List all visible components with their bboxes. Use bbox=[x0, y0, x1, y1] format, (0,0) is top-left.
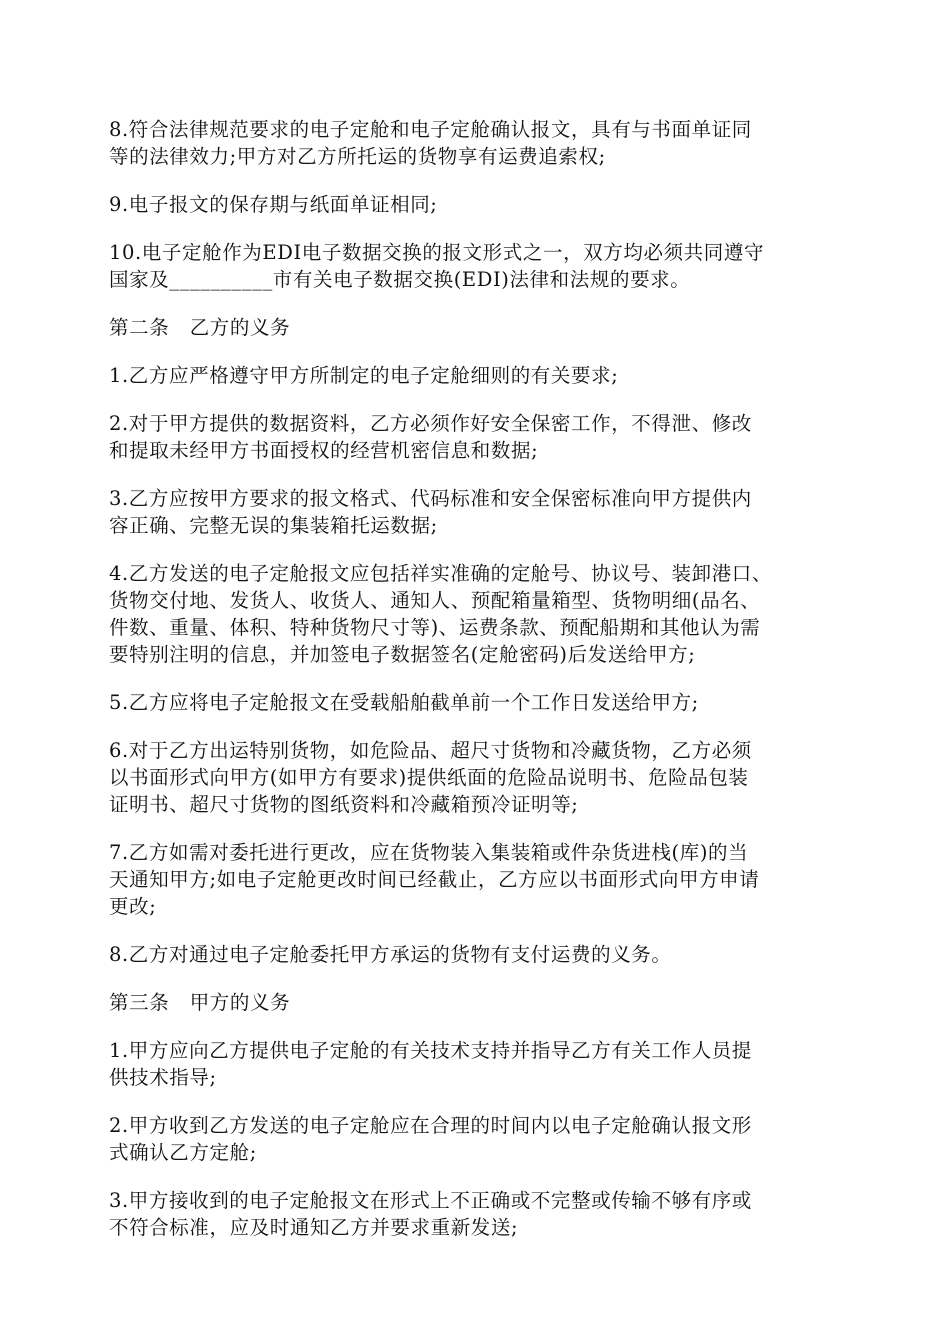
paragraph-10-edi bbox=[109, 239, 844, 293]
text-line: 1.甲方应向乙方提供电子定舱的有关技术支持并指导乙方有关工作人员提 bbox=[109, 1039, 752, 1062]
text-line: 国家及__________市有关电子数据交换(EDI)法律和法规的要求。 bbox=[109, 268, 691, 291]
text-line: 3.乙方应按甲方要求的报文格式、代码标准和安全保密标准向甲方提供内 bbox=[109, 487, 752, 510]
text-line: 货物交付地、发货人、收货人、通知人、预配箱量箱型、货物明细(品名、 bbox=[109, 589, 761, 612]
text-line: 供技术指导; bbox=[109, 1066, 217, 1089]
text-line: 10.电子定舱作为EDI电子数据交换的报文形式之一，双方均必须共同遵守 bbox=[109, 241, 765, 264]
paragraph-8-legal-effect bbox=[109, 116, 844, 170]
text-line: 天通知甲方;如电子定舱更改时间已经截止，乙方应以书面形式向甲方申请 bbox=[109, 868, 760, 891]
text-line: 9.电子报文的保存期与纸面单证相同; bbox=[109, 193, 438, 216]
text-line: 3.甲方接收到的电子定舱报文在形式上不正确或不完整或传输不够有序或 bbox=[109, 1189, 752, 1212]
text-line: 等的法律效力;甲方对乙方所托运的货物享有运费追索权; bbox=[109, 145, 606, 168]
section-heading-article-3 bbox=[109, 989, 844, 1016]
text-line: 6.对于乙方出运特别货物，如危险品、超尺寸货物和冷藏货物，乙方必须 bbox=[109, 739, 752, 762]
text-line: 1.乙方应严格遵守甲方所制定的电子定舱细则的有关要求; bbox=[109, 364, 619, 387]
heading-text: 第二条 乙方的义务 bbox=[109, 316, 291, 339]
paragraph-9-retention bbox=[109, 191, 844, 218]
paragraph-b8 bbox=[109, 941, 844, 968]
text-line: 以书面形式向甲方(如甲方有要求)提供纸面的危险品说明书、危险品包装 bbox=[109, 766, 749, 789]
paragraph-b4 bbox=[109, 560, 844, 668]
text-line: 不符合标准，应及时通知乙方并要求重新发送; bbox=[109, 1216, 519, 1239]
text-line: 7.乙方如需对委托进行更改，应在货物装入集装箱或件杂货进栈(库)的当 bbox=[109, 841, 749, 864]
section-heading-article-2 bbox=[109, 314, 844, 341]
text-line: 4.乙方发送的电子定舱报文应包括祥实准确的定舱号、协议号、装卸港口、 bbox=[109, 562, 773, 585]
text-line: 2.甲方收到乙方发送的电子定舱应在合理的时间内以电子定舱确认报文形 bbox=[109, 1114, 752, 1137]
text-line: 式确认乙方定舱; bbox=[109, 1141, 257, 1164]
text-line: 证明书、超尺寸货物的图纸资料和冷藏箱预冷证明等; bbox=[109, 793, 579, 816]
text-line: 件数、重量、体积、特种货物尺寸等)、运费条款、预配船期和其他认为需 bbox=[109, 616, 761, 639]
text-line: 8.乙方对通过电子定舱委托甲方承运的货物有支付运费的义务。 bbox=[109, 943, 672, 966]
text-line: 更改; bbox=[109, 895, 157, 918]
paragraph-b7 bbox=[109, 839, 844, 920]
paragraph-a1 bbox=[109, 1037, 844, 1091]
paragraph-a2 bbox=[109, 1112, 844, 1166]
document-page bbox=[109, 116, 844, 1262]
text-line: 8.符合法律规范要求的电子定舱和电子定舱确认报文，具有与书面单证同 bbox=[109, 118, 752, 141]
text-line: 2.对于甲方提供的数据资料，乙方必须作好安全保密工作，不得泄、修改 bbox=[109, 412, 752, 435]
text-line: 容正确、完整无误的集装箱托运数据; bbox=[109, 514, 438, 537]
paragraph-b1 bbox=[109, 362, 844, 389]
paragraph-b6 bbox=[109, 737, 844, 818]
paragraph-b5 bbox=[109, 689, 844, 716]
heading-text: 第三条 甲方的义务 bbox=[109, 991, 291, 1014]
text-line: 和提取未经甲方书面授权的经营机密信息和数据; bbox=[109, 439, 539, 462]
text-line: 要特别注明的信息，并加签电子数据签名(定舱密码)后发送给甲方; bbox=[109, 643, 696, 666]
paragraph-a3 bbox=[109, 1187, 844, 1241]
paragraph-b2 bbox=[109, 410, 844, 464]
paragraph-b3 bbox=[109, 485, 844, 539]
text-line: 5.乙方应将电子定舱报文在受载船舶截单前一个工作日发送给甲方; bbox=[109, 691, 699, 714]
